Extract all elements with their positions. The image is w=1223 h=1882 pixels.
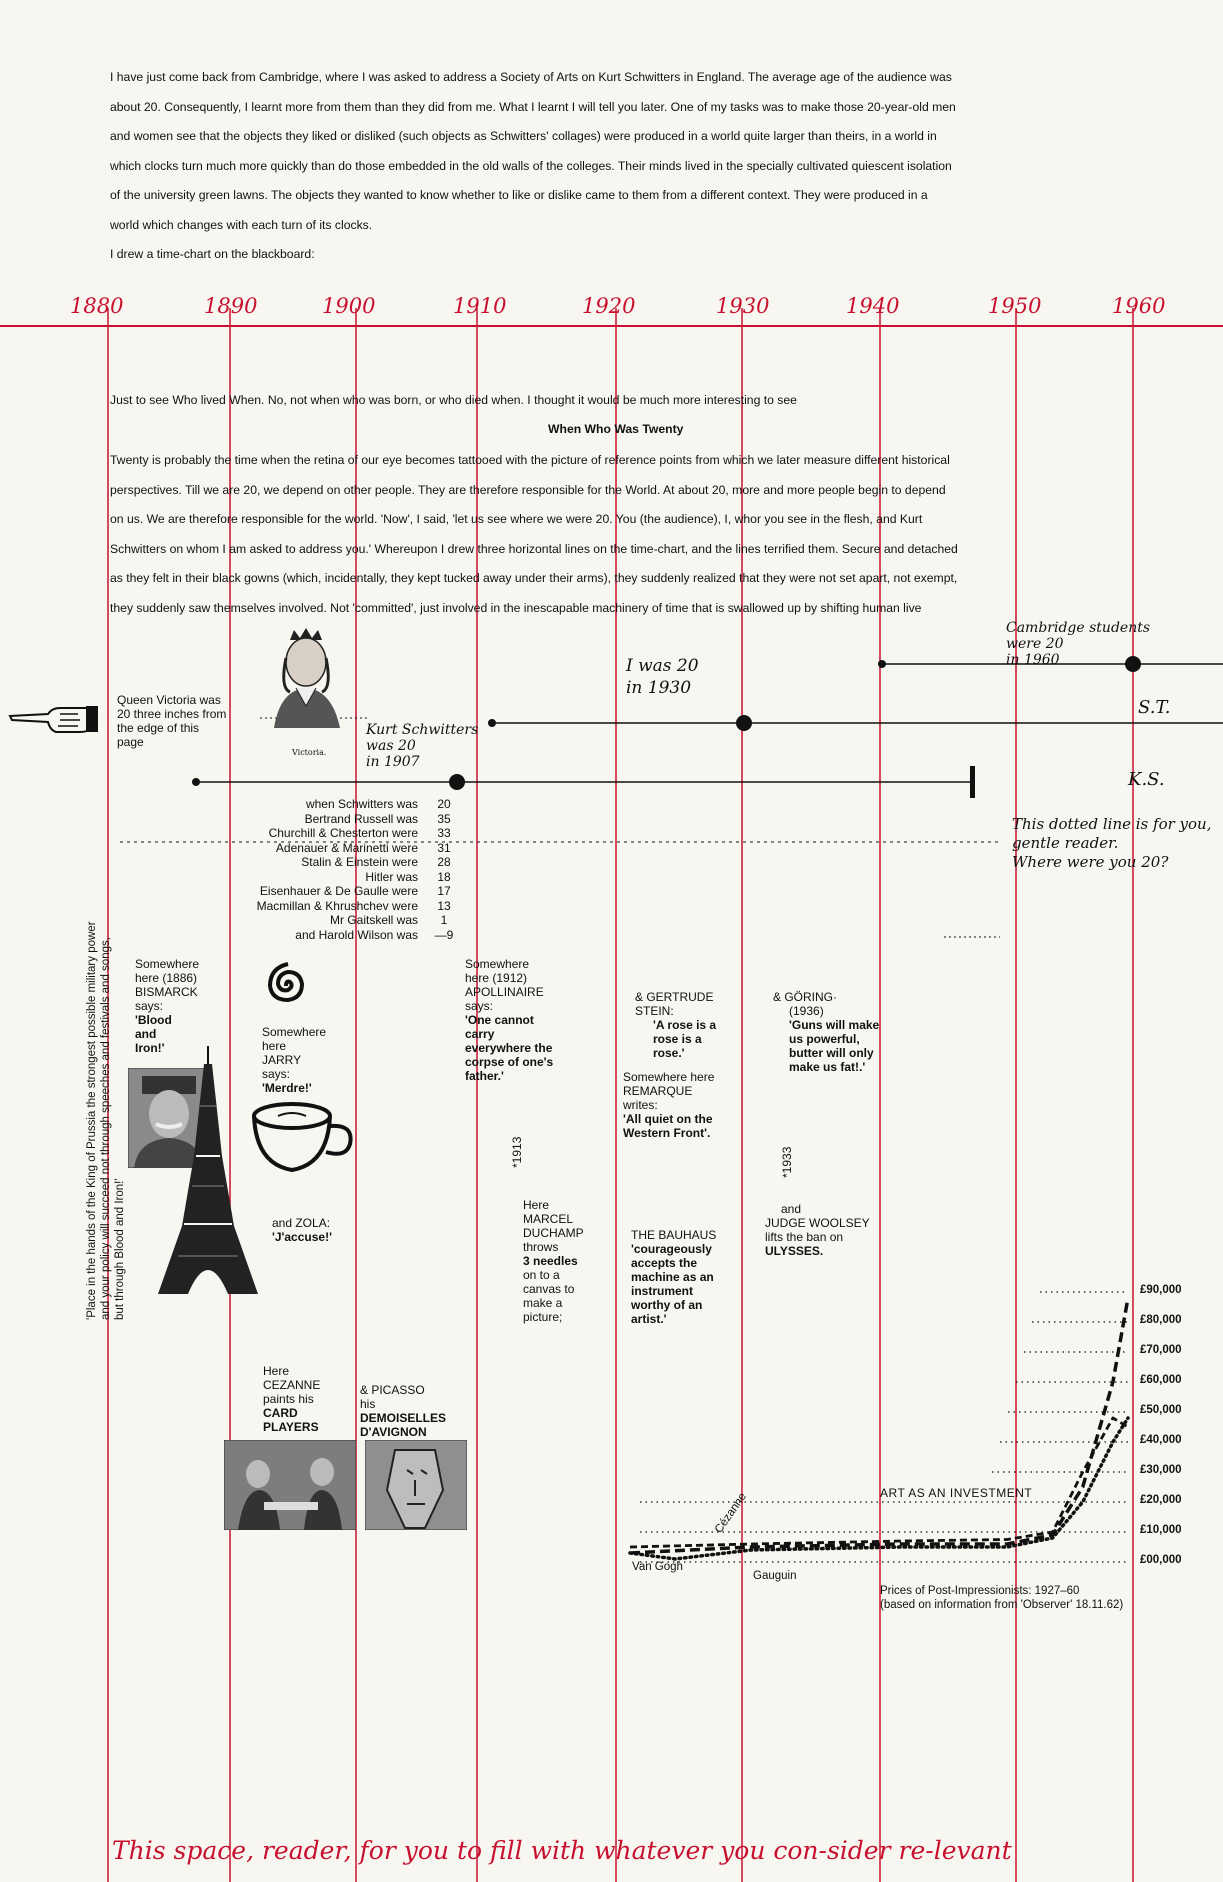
woolsey-year: *1933 (780, 1146, 794, 1178)
series-label-van-gogh: Van Gogh (632, 1561, 683, 1573)
y-tick-label: £30,000 (1140, 1464, 1182, 1476)
cambridge-note: Cambridge students were 20 in 1960 (1006, 620, 1151, 668)
y-tick-label: £40,000 (1140, 1434, 1182, 1446)
middle-line: as they felt in their black gowns (which, incidentally, they kept tucked away under their arms), they suddenly realized that they were not set apart, not exempt, (110, 571, 958, 585)
age-row: and Harold Wilson was —9 (295, 927, 454, 942)
middle-line: on us. We are therefore responsible for the world. 'Now', I said, 'let us see where we were 20. You (the audience), I, whor you see in the flesh, and Kurt (110, 512, 923, 526)
age-row: Bertrand Russell was 35 (304, 811, 451, 826)
chart-title: ART AS AN INVESTMENT (880, 1486, 1033, 1500)
y-tick-label: £20,000 (1140, 1494, 1182, 1506)
age-row: Adenauer & Marinetti were 31 (275, 840, 451, 855)
stein-text: & GERTRUDE STEIN: 'A rose is a rose is a rose.' (635, 990, 717, 1060)
year-1880: 1880 (70, 294, 124, 318)
footer-note: This space, reader, for you to fill with whatever you con-sider re-levant (112, 1836, 1012, 1865)
zola-text: and ZOLA: 'J'accuse!' (272, 1216, 332, 1244)
ks-label: K.S. (1128, 769, 1165, 790)
y-tick-label: £50,000 (1140, 1404, 1182, 1416)
year-1910: 1910 (453, 294, 507, 318)
year-1960: 1960 (1112, 294, 1166, 318)
chart-caption: Prices of Post-Impressionists: 1927–60 (based on information from 'Observer' 18.11.62) (880, 1585, 1124, 1611)
series-label-cezanne: Cézanne (712, 1490, 750, 1536)
year-1920: 1920 (582, 294, 636, 318)
age-row: Mr Gaitskell was 1 (329, 913, 448, 927)
age-row: Churchill & Chesterton were 33 (268, 826, 451, 840)
y-tick-label: £90,000 (1140, 1284, 1182, 1296)
year-1940: 1940 (846, 294, 900, 318)
y-tick-label: £80,000 (1140, 1314, 1182, 1326)
cezanne-text: Here CEZANNE paints his CARD PLAYERS (263, 1364, 321, 1434)
chart-series-line (630, 1418, 1128, 1559)
intro-line: world which changes with each turn of its clocks. (110, 217, 373, 232)
age-row: Hitler was 18 (365, 869, 451, 884)
age-row: Stalin & Einstein were 28 (301, 855, 451, 869)
chart-series (630, 1298, 1128, 1559)
victoria-caption: Victoria. (292, 748, 327, 757)
year-1930: 1930 (716, 294, 770, 318)
intro-line: of the university green lawns. The objects they wanted to know whether to like or dislike came to them from a different context. They were produced in a (110, 188, 928, 202)
y-tick-label: £70,000 (1140, 1344, 1182, 1356)
intro-line: about 20. Consequently, I learnt more from them than they did from me. What I learnt I will tell you later. One of my tasks was to make those 20-year-old men (110, 99, 956, 114)
age-row: when Schwitters was 20 (305, 797, 451, 811)
y-tick-label: £10,000 (1140, 1524, 1182, 1536)
apollinaire-text: Somewhere here (1912) APOLLINAIRE says: 'One cannot carry everywhere the corpse of one's father.' (465, 957, 554, 1083)
intro-line: and women see that the objects they liked or disliked (such objects as Schwitters' collages) were produced in a world quite larger than theirs, in a world in (110, 129, 937, 143)
dotted-line-note: This dotted line is for you, gentle reader. Where were you 20? (1012, 815, 1212, 871)
year-1900: 1900 (322, 294, 376, 318)
remarque-text: Somewhere here REMARQUE writes: 'All quiet on the Western Front'. (623, 1070, 715, 1140)
st-label: S.T. (1138, 697, 1171, 718)
bismarck-text: Somewhere here (1886) BISMARCK says: 'Blood and Iron!' (135, 957, 200, 1055)
st-note: I was 20 in 1930 (626, 656, 699, 698)
goring-text: & GÖRING· (1936) 'Guns will make us powerful, butter will only make us fat!.' (773, 990, 880, 1074)
middle-line: Twenty is probably the time when the retina of our eye becomes tattooed with the picture of reference points from which we later measure different historical (110, 453, 950, 467)
series-label-gauguin: Gauguin (753, 1570, 797, 1582)
chart-gridlines (640, 1292, 1128, 1562)
prussia-quote: 'Place in the hands of the King of Prussia the strongest possible military power and your policy will succeed not through speeches and festivals and songs, but through Blood and Iron!' (86, 921, 126, 1320)
duchamp-text: Here MARCEL DUCHAMP throws 3 needles on to a canvas to make a picture; (523, 1198, 584, 1324)
y-tick-label: £00,000 (1140, 1554, 1182, 1566)
age-row: Eisenhauer & De Gaulle were 17 (259, 884, 451, 898)
middle-line: they suddenly saw themselves involved. Not 'committed', just involved in the inescapable machinery of time that is swallowed up by shifting human live (110, 600, 922, 615)
lead-line: Just to see Who lived When. No, not when who was born, or who died when. I thought it would be much more interesting to see (110, 393, 797, 407)
y-tick-label: £60,000 (1140, 1374, 1182, 1386)
time-chart-intro: I drew a time-chart on the blackboard: (110, 247, 315, 261)
picasso-text: & PICASSO his DEMOISELLES D'AVIGNON (360, 1383, 447, 1439)
jarry-text: Somewhere here JARRY says: 'Merdre!' (262, 1025, 327, 1095)
chart-series-line (630, 1418, 1128, 1547)
year-1950: 1950 (988, 294, 1042, 318)
chart-series-line (630, 1298, 1128, 1553)
section-heading: When Who Was Twenty (548, 422, 684, 436)
ks-note: Kurt Schwitters was 20 in 1907 (366, 722, 479, 770)
middle-line: Schwitters on whom I am asked to address you.' Whereupon I drew three horizontal lines on the time-chart, and the lines terrified them. Secure and detached (110, 541, 958, 556)
woolsey-text: and JUDGE WOOLSEY lifts the ban on ULYSSES. (765, 1202, 870, 1258)
middle-line: perspectives. Till we are 20, we depend on other people. They are therefore responsible for the World. At about 20, more and more people begin to depend (110, 482, 946, 497)
year-1890: 1890 (204, 294, 258, 318)
duchamp-year: *1913 (510, 1136, 524, 1168)
intro-line: I have just come back from Cambridge, where I was asked to address a Society of Arts on Kurt Schwitters in England. The average age of the audience was (110, 70, 952, 84)
intro-line: which clocks turn much more quickly than do those embedded in the old walls of the colleges. Their minds lived in the specially cultivated quiescent isolation (110, 158, 952, 173)
age-row: Macmillan & Khrushchev were 13 (256, 898, 451, 913)
victoria-note: Queen Victoria was 20 three inches from the edge of this page (117, 693, 227, 749)
bauhaus-text: THE BAUHAUS 'courageously accepts the machine as an instrument worthy of an artist.' (631, 1228, 717, 1326)
